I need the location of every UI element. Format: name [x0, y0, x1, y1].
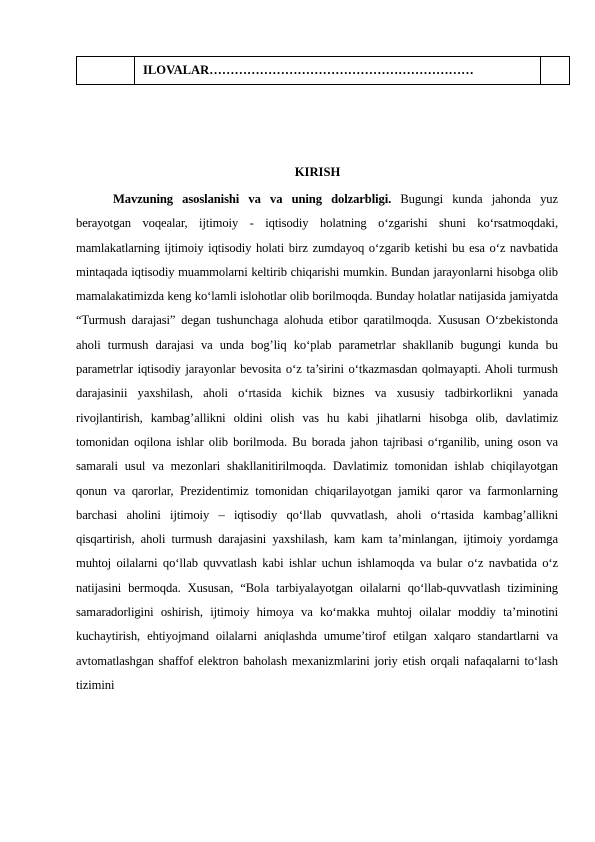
- toc-number-cell: [77, 57, 135, 85]
- toc-page-cell: [541, 57, 570, 85]
- introduction-paragraph: [76, 187, 558, 697]
- toc-entry-appendices: ILOVALAR………………………………………………………: [135, 57, 541, 85]
- paragraph-text: Bugungi kunda jahonda yuz berayotgan voqealar, ijtimoiy - iqtisodiy holatning o‘zgarishi shuni ko‘rsatmoqdaki, mamlakatlarning ijtimoiy iqtisodiy holati birz zumdayoq o‘zgarib ketishi bu esa o‘z navbatida mintaqada iqtisodiy muammolarni keltirib chiqarishi mumkin. Bundan jarayonlarni hisobga olib mamalakatimizda keng ko‘lamli islohotlar olib borilmoqda. Bunday holatlar natijasida jamiyatda “Turmush darajasi” degan tushunchaga alohuda etibor qaratilmoqda. Xususan O‘zbekistonda aholi turmush darajasi va unda bog’liq ko‘plab parametrlar shakllanib bugungi kunda bu parametrlar iqtisodiy jarayonlar bevosita o‘z ta’sirini o‘tkazmasdan qolmayapti. Aholi turmush darajasinii yaxshilash, aholi o‘rtasida kichik biznes va xususiy tadbirkorlikni yanada rivojlantirish, kambag’allikni oldini olish vas hu kabi jihatlarni hisobga olib, davlatimiz tomonidan oqilona ishlar olib borilmoda. Bu borada jahon tajribasi o‘rganilib, uning oson va samarali usul va mezonlari shakllanitirilmoqda. Davlatimiz tomonidan ishlab chiqilayotgan qonun va qarorlar, Prezidentimiz tomonidan chiqarilayotgan jamiki qaror va farmonlarning barchasi aholini ijtimoiy – iqtisodiy qo‘llab quvvatlash, aholi o‘rtasida kambag’allikni qisqartirish, aholi turmush darajasini yaxshilash, kam kam ta’minlangan, ijtimoiy yordamga muhtoj oilalarni qo‘llab quvvatlash kabi ishlar uchun ishlamoqda va bular o‘z navbatida o‘z natijasini bermoqda. Xususan, “Bola tarbiyalayotgan oilalarni qo‘llab-quvvatlash tizimining samaradorligini oshirish, ijtimoiy himoya va ko‘makka muhtoj oilalar moddiy ta’minotini kuchaytirish, ehtiyojmand oilalarni aniqlashda umume’tirof etilgan xalqaro standartlarni va avtomatlashgan shaffof elektron baholash mexanizmlarini joriy etish orqali nafaqalarni to‘lash tizimini: [76, 192, 558, 692]
- table-of-contents: [76, 56, 570, 85]
- section-title-introduction: KIRISH: [294, 165, 341, 179]
- table-row: [77, 57, 570, 85]
- topic-relevance-heading: Mavzuning asoslanishi va va uning dolzarbligi.: [113, 192, 392, 206]
